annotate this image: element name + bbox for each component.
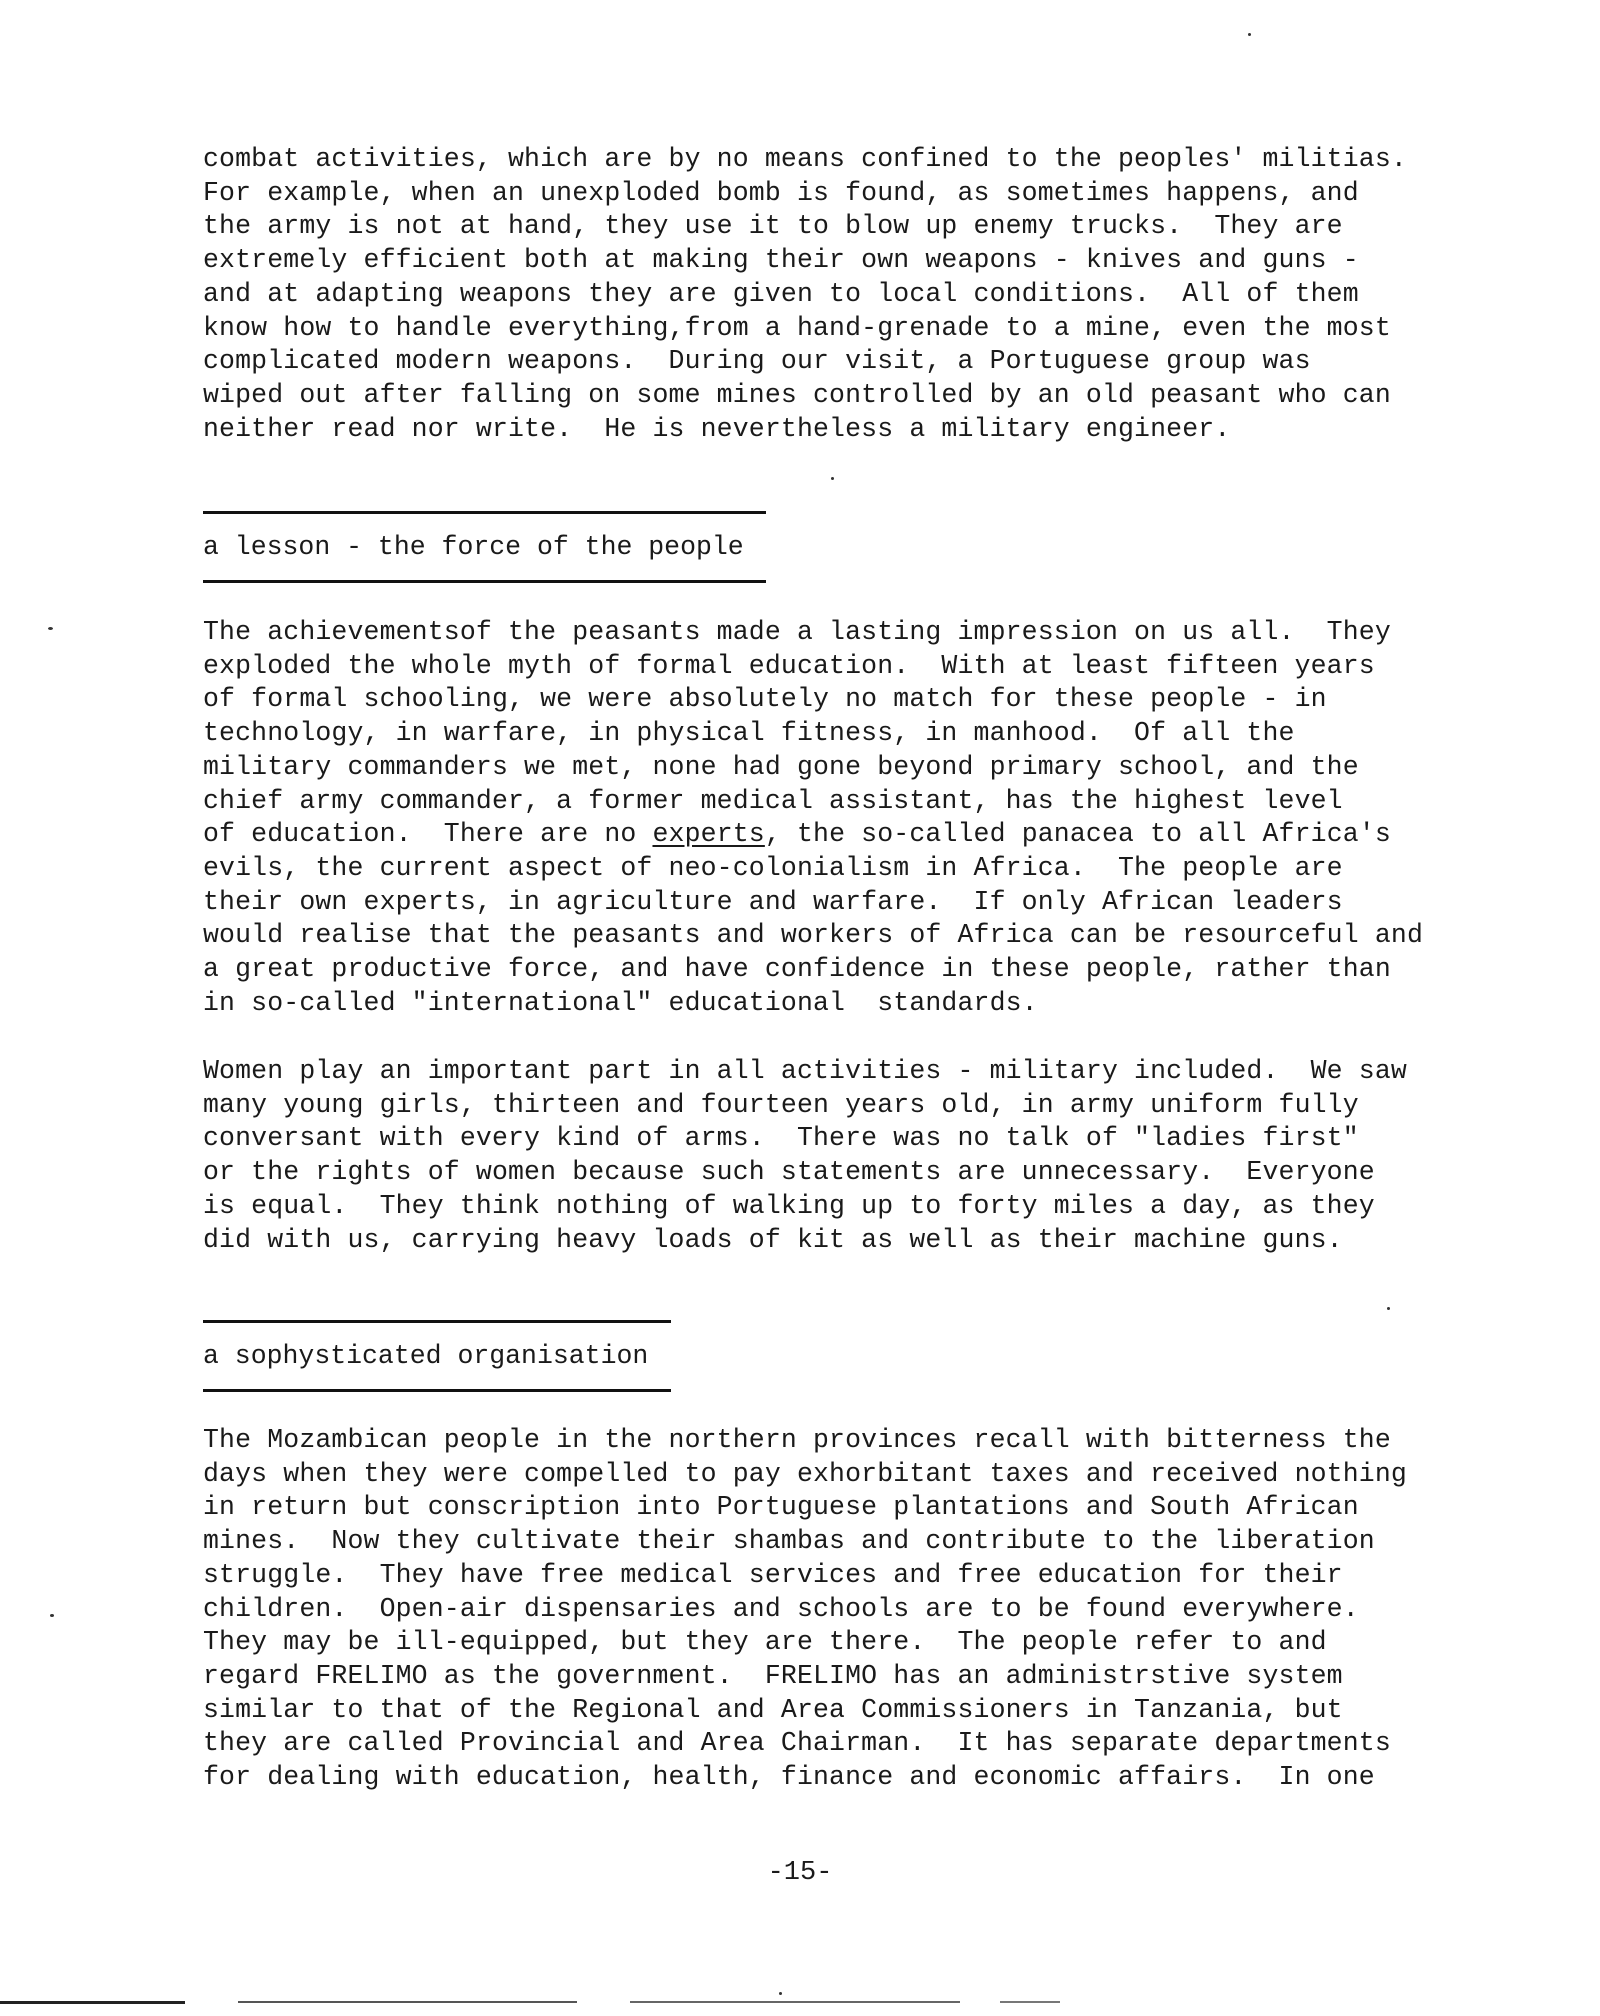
text-line: exploded the whole myth of formal education. With at least fifteen years [203,650,1375,681]
text-line: days when they were compelled to pay exhorbitant taxes and received nothing [203,1458,1407,1489]
text-line: a great productive force, and have confidence in these people, rather than [203,954,1391,985]
text-line: struggle. They have free medical services and free education for their [203,1559,1343,1590]
footer-scan-rule [630,2001,960,2003]
text-line: conversant with every kind of arms. There was no talk of "ladies first" [203,1123,1359,1154]
footer-scan-rule [0,2001,185,2004]
text-line: The Mozambican people in the northern provinces recall with bitterness the [203,1425,1391,1455]
section-heading-organisation: a sophysticated organisation [203,1341,649,1371]
text-line: The achievementsof the peasants made a lasting impression on us all. They [203,617,1391,647]
text-line: wiped out after falling on some mines controlled by an old peasant who can [203,379,1391,410]
paragraph-achievements [203,616,1493,1020]
text-line: in so-called "international" educational standards. [203,987,1038,1018]
text-line [203,818,1493,852]
scan-speck [779,1992,782,1995]
page-number: -15- [767,1858,833,1888]
text-line: complicated modern weapons. During our visit, a Portuguese group was [203,346,1311,377]
text-line: their own experts, in agriculture and warfare. If only African leaders [203,886,1343,917]
paragraph-women [203,1055,1493,1257]
text-line: of formal schooling, we were absolutely no match for these people - in [203,684,1327,715]
text-line: regard FRELIMO as the government. FRELIMO has an administrstive system [203,1660,1343,1691]
scan-speck [50,1614,54,1617]
text-line: military commanders we met, none had gone beyond primary school, and the [203,751,1359,782]
text-line: children. Open-air dispensaries and schools are to be found everywhere. [203,1593,1359,1624]
text-line: would realise that the peasants and workers of Africa can be resourceful and [203,920,1423,951]
underlined-word-experts: experts [652,819,765,850]
paragraph-mozambican-people [203,1424,1493,1795]
text-line: for dealing with education, health, finance and economic affairs. In one [203,1762,1375,1793]
section-rule-top [203,1320,671,1323]
footer-scan-rule [1000,2001,1060,2003]
text-line: they are called Provincial and Area Chairman. It has separate departments [203,1728,1391,1759]
footer-scan-rule [505,2001,577,2003]
text-line: combat activities, which are by no means confined to the peoples' militias. [203,144,1407,174]
text-line: did with us, carrying heavy loads of kit as well as their machine guns. [203,1224,1343,1255]
section-heading-force-of-people: a lesson - the force of the people [203,532,744,562]
text-line: similar to that of the Regional and Area Commissioners in Tanzania, but [203,1694,1343,1725]
text-line: know how to handle everything,from a hand-grenade to a mine, even the most [203,312,1391,343]
text-line: neither read nor write. He is nevertheless a military engineer. [203,413,1231,444]
scan-speck [1248,33,1251,36]
text-line: is equal. They think nothing of walking up to forty miles a day, as they [203,1190,1375,1221]
text-line: and at adapting weapons they are given to local conditions. All of them [203,278,1359,309]
scan-speck [48,627,53,630]
text-line: the army is not at hand, they use it to blow up enemy trucks. They are [203,211,1343,242]
text-line: or the rights of women because such statements are unnecessary. Everyone [203,1157,1375,1188]
text-line: extremely efficient both at making their own weapons - knives and guns - [203,245,1359,276]
section-rule-bottom [203,580,766,583]
section-rule-top [203,511,766,514]
text-line: evils, the current aspect of neo-colonialism in Africa. The people are [203,852,1343,883]
section-rule-bottom [203,1389,671,1392]
paragraph-combat-activities [203,143,1493,446]
text-line: They may be ill-equipped, but they are there. The people refer to and [203,1627,1327,1658]
text-line: many young girls, thirteen and fourteen years old, in army uniform fully [203,1089,1359,1120]
text-line: Women play an important part in all activities - military included. We saw [203,1056,1407,1086]
text-segment: , the so-called panacea to all Africa's [764,819,1391,850]
text-line: technology, in warfare, in physical fitness, in manhood. Of all the [203,718,1295,749]
scan-speck [1387,1307,1390,1310]
text-line: in return but conscription into Portuguese plantations and South African [203,1492,1359,1523]
footer-scan-rule [238,2001,513,2003]
text-line: mines. Now they cultivate their shambas and contribute to the liberation [203,1526,1375,1557]
text-segment: of education. There are no [203,819,653,850]
scan-speck [831,477,834,480]
text-line: For example, when an unexploded bomb is found, as sometimes happens, and [203,177,1359,208]
text-line: chief army commander, a former medical assistant, has the highest level [203,785,1343,816]
